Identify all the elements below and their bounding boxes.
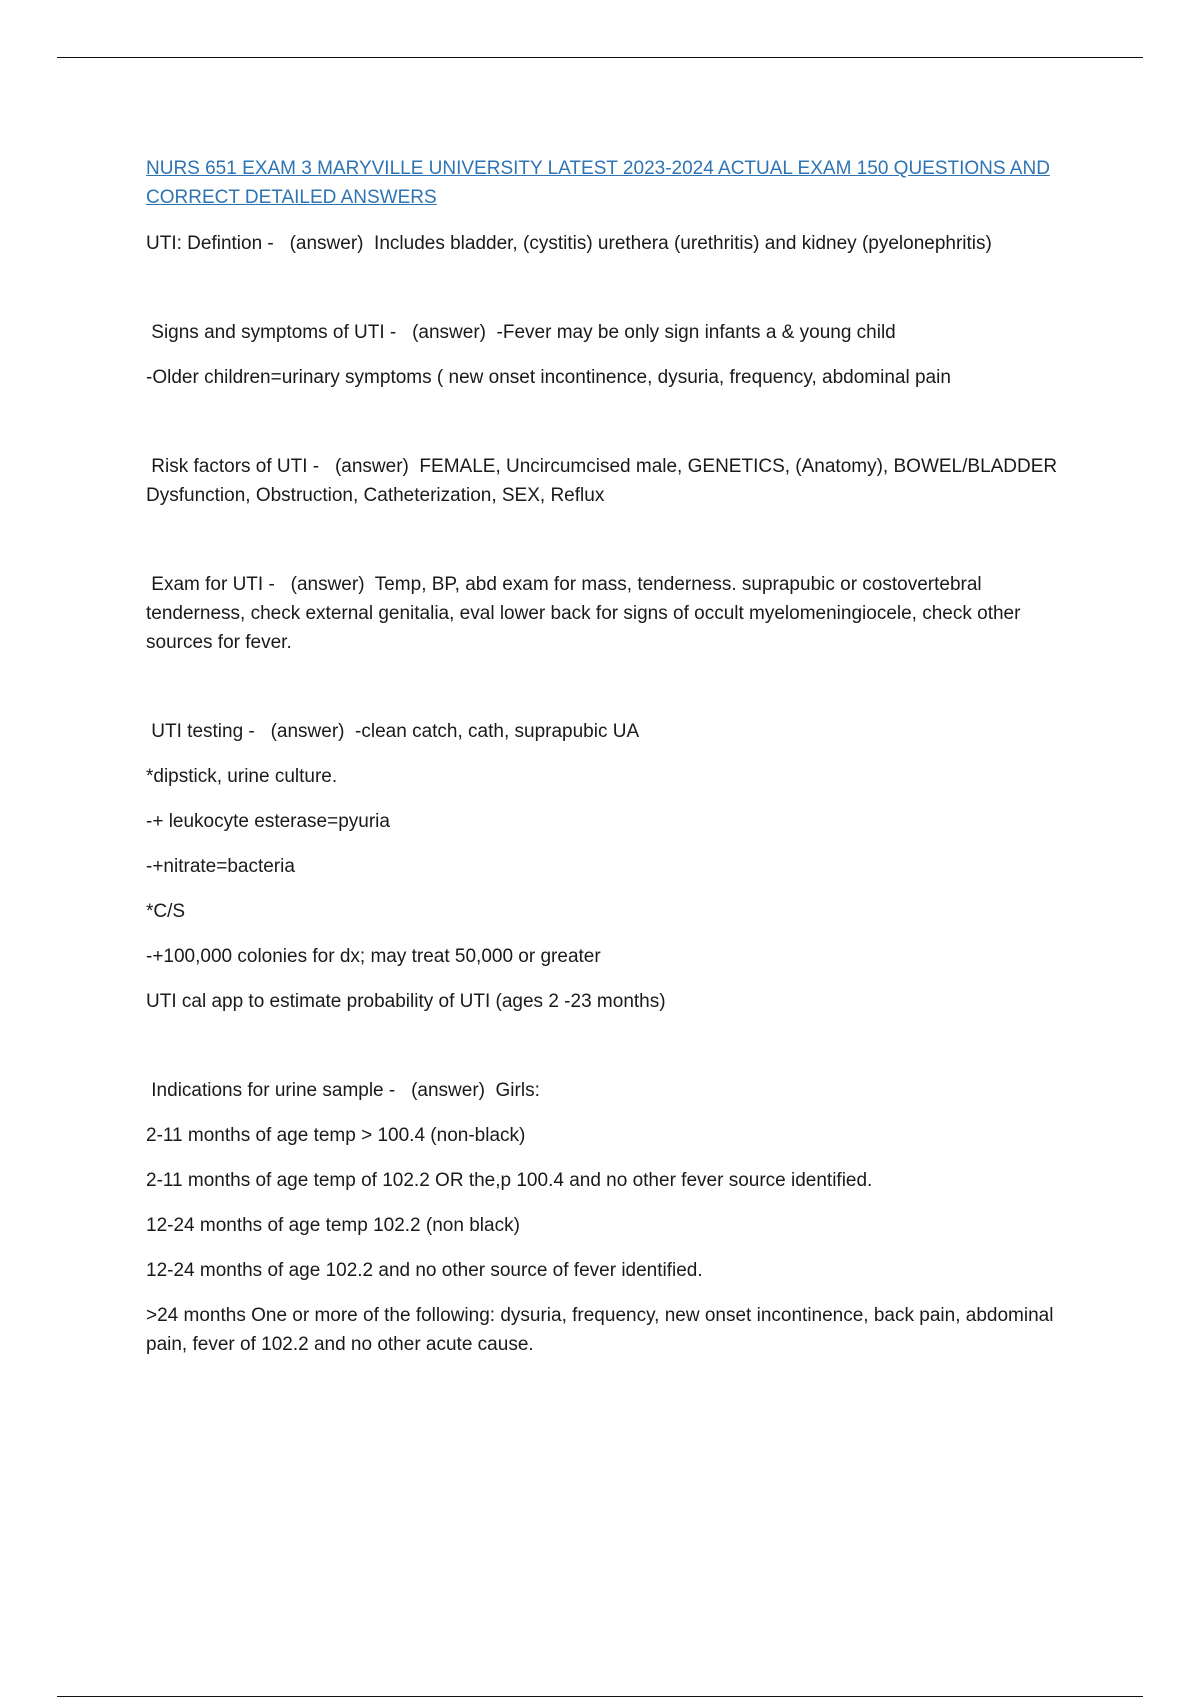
spacer bbox=[146, 673, 1086, 717]
text-line: 2-11 months of age temp of 102.2 OR the,p 100.4 and no other fever source identified. bbox=[146, 1170, 873, 1191]
text-line: 12-24 months of age temp 102.2 (non black) bbox=[146, 1215, 520, 1236]
spacer bbox=[146, 274, 1086, 318]
text-line: Indications for urine sample - (answer) Girls: bbox=[146, 1080, 540, 1101]
text-line: -Older children=urinary symptoms ( new onset incontinence, dysuria, frequency, abdominal pain bbox=[146, 367, 951, 388]
section-risk-factors bbox=[146, 452, 1086, 510]
text-line: >24 months One or more of the following: dysuria, frequency, new onset incontinence, back pain, abdominal pain, fever of 102.2 and no other acute cause. bbox=[146, 1305, 1059, 1355]
spacer bbox=[146, 1032, 1086, 1076]
document-title-link[interactable]: NURS 651 EXAM 3 MARYVILLE UNIVERSITY LATEST 2023-2024 ACTUAL EXAM 150 QUESTIONS AND CORRECT DETAILED ANSWERS bbox=[146, 158, 1050, 208]
section-signs-symptoms bbox=[146, 318, 1086, 392]
text-line: *C/S bbox=[146, 901, 186, 922]
text-line: Risk factors of UTI - (answer) FEMALE, Uncircumcised male, GENETICS, (Anatomy), BOWEL/BLADDER Dysfunction, Obstruction, Catheterization, SEX, Reflux bbox=[146, 456, 1063, 506]
document-body bbox=[146, 154, 1086, 1375]
section-urine-sample-indications bbox=[146, 1076, 1086, 1359]
spacer bbox=[146, 408, 1086, 452]
section-exam bbox=[146, 570, 1086, 657]
bottom-horizontal-rule bbox=[57, 1696, 1143, 1697]
text-line: 2-11 months of age temp > 100.4 (non-black) bbox=[146, 1125, 526, 1146]
section-uti-definition bbox=[146, 229, 1086, 258]
text-line: -+nitrate=bacteria bbox=[146, 856, 295, 877]
text-line: UTI: Defintion - (answer) Includes bladder, (cystitis) urethera (urethritis) and kidney (pyelonephritis) bbox=[146, 233, 992, 254]
text-line: UTI testing - (answer) -clean catch, cath, suprapubic UA bbox=[146, 721, 640, 742]
top-horizontal-rule bbox=[57, 57, 1143, 58]
spacer bbox=[146, 526, 1086, 570]
text-line: UTI cal app to estimate probability of UTI (ages 2 -23 months) bbox=[146, 991, 666, 1012]
text-line: -+ leukocyte esterase=pyuria bbox=[146, 811, 390, 832]
text-line: -+100,000 colonies for dx; may treat 50,000 or greater bbox=[146, 946, 601, 967]
text-line: 12-24 months of age 102.2 and no other source of fever identified. bbox=[146, 1260, 703, 1281]
text-line: Exam for UTI - (answer) Temp, BP, abd exam for mass, tenderness. suprapubic or costovertebral tenderness, check external genitalia, eval lower back for signs of occult myelomeningiocele, check other sources for fever. bbox=[146, 574, 1026, 653]
section-uti-testing bbox=[146, 717, 1086, 1016]
text-line: *dipstick, urine culture. bbox=[146, 766, 338, 787]
text-line: Signs and symptoms of UTI - (answer) -Fever may be only sign infants a & young child bbox=[146, 322, 896, 343]
